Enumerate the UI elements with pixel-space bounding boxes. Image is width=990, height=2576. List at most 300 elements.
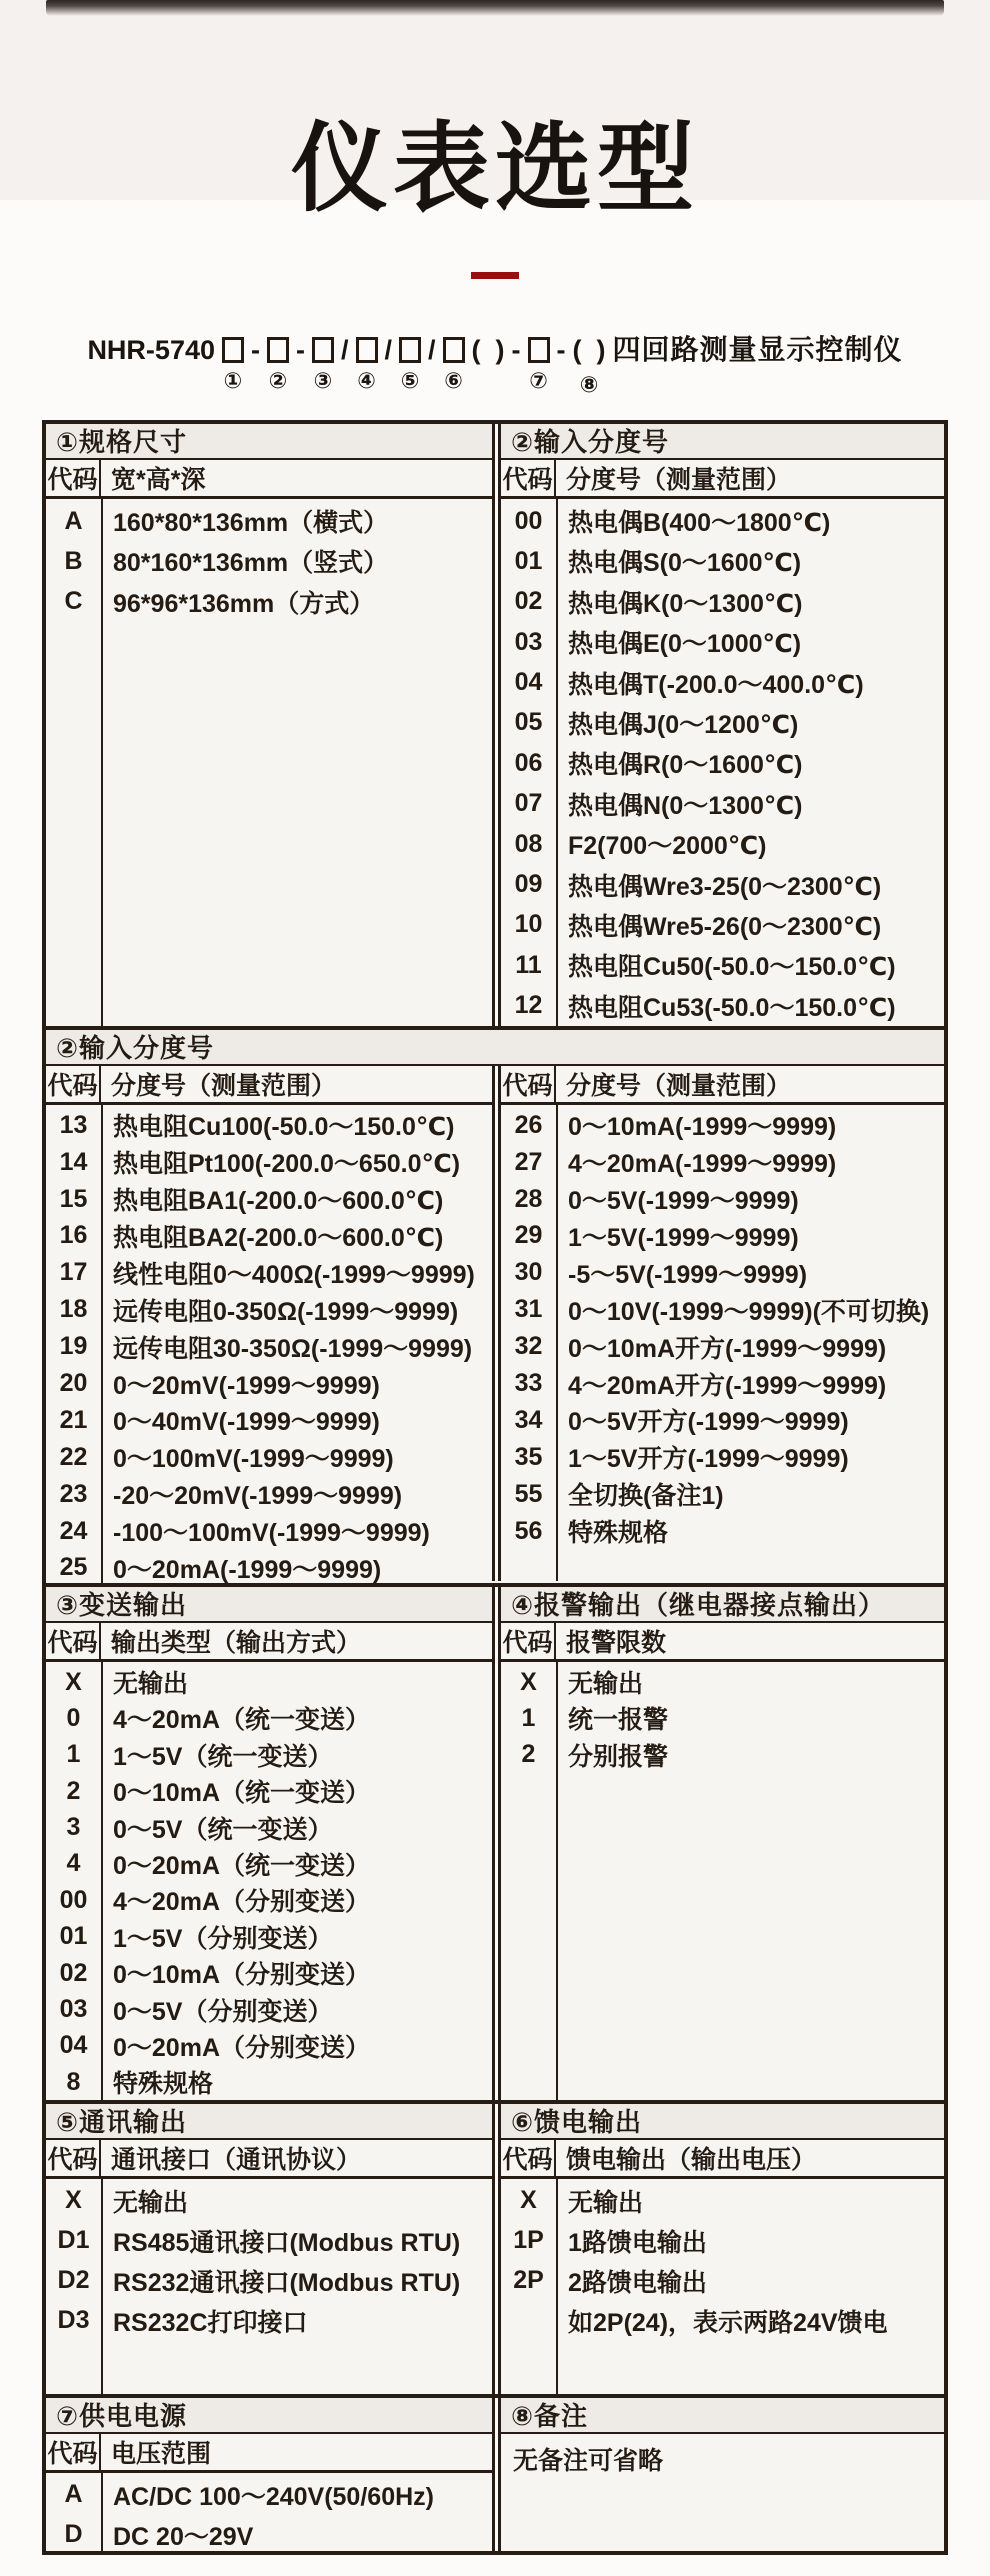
- option-description: 热电偶K(0～1300℃): [568, 589, 803, 618]
- model-code-line: [0, 333, 990, 400]
- placeholder-box-icon: [267, 337, 289, 363]
- table-row: [46, 1107, 492, 1144]
- option-code: 19: [59, 1332, 88, 1361]
- code-column-header: 代码: [46, 1066, 101, 1102]
- option-code: A: [64, 2480, 83, 2509]
- table-row: [46, 1291, 492, 1328]
- option-description: 0～20mA(-1999～9999): [113, 1555, 382, 1584]
- option-code: X: [65, 2186, 82, 2215]
- option-description: RS485通讯接口(Modbus RTU): [113, 2228, 461, 2257]
- model-paren: [472, 333, 505, 400]
- table-row: [501, 1402, 944, 1439]
- option-description: 热电偶R(0～1600℃): [568, 751, 803, 780]
- table-row: [501, 1737, 944, 1773]
- option-code: 33: [514, 1369, 543, 1398]
- table-row: [501, 1664, 944, 1700]
- option-description: 4～20mA（分别变送）: [113, 1888, 370, 1917]
- table-row: [46, 1402, 492, 1439]
- table-row: [46, 1955, 492, 1991]
- table-row: [46, 501, 492, 541]
- option-code: 23: [59, 1479, 88, 1508]
- table-row: [501, 2221, 944, 2261]
- table-row: [46, 1513, 492, 1550]
- table-row: [501, 864, 944, 904]
- section-panel: [498, 2398, 944, 2551]
- table-row: [46, 2301, 492, 2341]
- section-panel: [498, 1587, 944, 2100]
- model-separator: [557, 333, 566, 400]
- option-code: 26: [514, 1110, 543, 1139]
- section-panels: [46, 424, 944, 1026]
- option-code: 01: [514, 546, 543, 575]
- option-code: 27: [514, 1147, 543, 1176]
- table-row: [46, 541, 492, 581]
- option-description: 80*160*136mm（竖式）: [113, 549, 389, 578]
- option-code: 00: [514, 506, 543, 535]
- table-row: [46, 2028, 492, 2064]
- model-symbol: /: [384, 334, 393, 365]
- table-row: [46, 1846, 492, 1882]
- option-description: 0～40mV(-1999～9999): [113, 1408, 380, 1437]
- option-code: 1P: [513, 2226, 544, 2255]
- section-header: ⑧备注: [501, 2398, 944, 2434]
- option-description: 0～20mV(-1999～9999): [113, 1371, 380, 1400]
- option-code: 55: [514, 1479, 543, 1508]
- section-panels: [46, 1587, 944, 2100]
- option-code: 25: [59, 1553, 88, 1582]
- title-divider: [471, 272, 519, 279]
- option-code: 11: [515, 950, 542, 979]
- option-description: 160*80*136mm（横式）: [113, 509, 389, 538]
- code-column-header: 代码: [501, 2140, 556, 2176]
- option-rows: [501, 1105, 944, 1581]
- option-rows: [46, 1105, 492, 1587]
- table-row: [501, 1144, 944, 1181]
- model-placeholder-box: [443, 333, 465, 396]
- option-code: 12: [514, 991, 543, 1020]
- model-placeholder-box: [399, 333, 421, 396]
- model-prefix-label: [87, 333, 215, 400]
- table-row: [46, 1737, 492, 1773]
- option-description: 4～20mA(-1999～9999): [568, 1150, 837, 1179]
- option-description: 特殊规格: [568, 1519, 669, 1548]
- model-index-circle: ③: [313, 367, 333, 393]
- table-section-group: [46, 1583, 944, 2100]
- table-row: [501, 1328, 944, 1365]
- option-code: 32: [514, 1332, 543, 1361]
- table-row: [501, 2301, 944, 2341]
- option-code: 24: [59, 1516, 88, 1545]
- option-code: D3: [57, 2306, 90, 2335]
- option-code: D1: [57, 2226, 90, 2255]
- model-separator: [341, 333, 349, 400]
- code-column-header: 代码: [501, 1623, 556, 1659]
- option-code: 20: [59, 1369, 88, 1398]
- option-code: 02: [514, 587, 543, 616]
- model-symbol: -: [556, 334, 566, 365]
- section-header: ②输入分度号: [501, 424, 944, 460]
- option-description: 热电偶N(0～1300℃): [568, 791, 803, 820]
- value-column-header: 宽*高*深: [111, 465, 206, 494]
- option-description: 热电偶S(0～1600℃): [568, 549, 802, 578]
- code-column-header: 代码: [46, 460, 101, 496]
- selection-table: [42, 420, 948, 2555]
- option-description: 远传电阻30-350Ω(-1999～9999): [113, 1334, 473, 1363]
- option-description: 0～5V开方(-1999～9999): [568, 1408, 849, 1437]
- option-description: 1～5V（分别变送）: [113, 1924, 333, 1953]
- option-code: 03: [514, 627, 543, 656]
- model-symbol: NHR-5740: [87, 334, 215, 365]
- model-symbol: -: [251, 334, 260, 365]
- code-column-header: 代码: [501, 1066, 556, 1102]
- table-row: [501, 2261, 944, 2301]
- table-row: [46, 1664, 492, 1700]
- option-description: 特殊规格: [113, 2070, 214, 2099]
- table-row: [46, 2475, 492, 2515]
- option-code: 09: [514, 870, 543, 899]
- table-row: [46, 1882, 492, 1918]
- option-code: 02: [59, 1958, 88, 1987]
- section-header: ⑤通讯输出: [46, 2104, 492, 2140]
- section-panel: [46, 2398, 495, 2551]
- option-description: AC/DC 100～240V(50/60Hz): [113, 2482, 434, 2511]
- option-rows: [501, 1662, 944, 2100]
- option-description: 热电阻Cu53(-50.0～150.0℃): [568, 993, 896, 1022]
- option-description: 0～20mA（统一变送）: [113, 1851, 370, 1880]
- option-description: 热电阻Cu50(-50.0～150.0℃): [568, 953, 896, 982]
- option-description: 热电阻BA2(-200.0～600.0℃): [113, 1223, 444, 1252]
- table-row: [46, 1218, 492, 1255]
- model-separator: [251, 333, 260, 400]
- option-description: 热电偶J(0～1200℃): [568, 710, 799, 739]
- option-rows: [46, 2473, 492, 2555]
- model-symbol: -: [511, 334, 521, 365]
- section-panels: [46, 2398, 944, 2551]
- table-row: [501, 1218, 944, 1255]
- table-row: [501, 541, 944, 581]
- option-code: 35: [514, 1442, 543, 1471]
- model-placeholder-box: [528, 333, 550, 396]
- option-description: 4～20mA开方(-1999～9999): [568, 1371, 887, 1400]
- remark-note: 无备注可省略: [513, 2446, 664, 2475]
- model-symbol: 四回路测量显示控制仪: [612, 333, 903, 365]
- table-row: [501, 1513, 944, 1550]
- section-panel: [46, 424, 495, 1026]
- model-placeholder-box: [312, 333, 334, 396]
- table-row: [46, 582, 492, 622]
- option-description: 0～10mA(-1999～9999): [568, 1113, 837, 1142]
- model-suffix-label: [613, 333, 903, 400]
- table-row: [501, 1181, 944, 1218]
- table-row: [46, 2515, 492, 2555]
- option-code: 8: [66, 2067, 81, 2096]
- model-paren: [573, 333, 606, 400]
- column-header-row: [501, 1066, 944, 1105]
- option-code: D2: [57, 2266, 90, 2295]
- placeholder-box-icon: [399, 337, 421, 363]
- option-code: 2: [66, 1776, 81, 1805]
- option-code: 18: [59, 1295, 88, 1324]
- option-rows: [501, 499, 944, 1026]
- option-code: 1: [521, 1703, 536, 1732]
- option-code: 07: [514, 789, 543, 818]
- table-row: [501, 2181, 944, 2221]
- option-description: RS232通讯接口(Modbus RTU): [113, 2268, 461, 2297]
- option-code: 10: [514, 910, 543, 939]
- table-row: [46, 1809, 492, 1845]
- option-code: 29: [514, 1221, 543, 1250]
- option-description: 热电偶Wre3-25(0～2300℃): [568, 872, 882, 901]
- table-row: [501, 1476, 944, 1513]
- option-code: 22: [59, 1442, 88, 1471]
- option-code: 21: [59, 1405, 88, 1434]
- option-code: 04: [514, 668, 543, 697]
- option-code: 2P: [513, 2266, 544, 2295]
- option-code: 3: [66, 1813, 81, 1842]
- table-row: [46, 1919, 492, 1955]
- option-description: F2(700～2000℃): [568, 832, 767, 861]
- model-index-circle: ①: [223, 367, 243, 393]
- column-header-row: [46, 2434, 492, 2473]
- code-column-header: 代码: [501, 460, 556, 496]
- value-column-header: 分度号（测量范围）: [566, 1071, 792, 1100]
- table-row: [46, 2181, 492, 2221]
- option-description: 4～20mA（统一变送）: [113, 1706, 370, 1735]
- model-symbol: /: [341, 334, 349, 365]
- placeholder-box-icon: [222, 337, 244, 363]
- model-index-circle: ⑧: [579, 371, 599, 397]
- column-header-row: [46, 2140, 492, 2179]
- table-row: [501, 662, 944, 702]
- option-description: 如2P(24)，表示两路24V馈电: [568, 2308, 888, 2337]
- option-code: 16: [59, 1221, 88, 1250]
- section-panel: [498, 1066, 944, 1581]
- table-row: [501, 824, 944, 864]
- placeholder-box-icon: [528, 337, 550, 363]
- option-description: 96*96*136mm（方式）: [113, 589, 375, 618]
- option-description: 0～5V（分别变送）: [113, 1997, 333, 2026]
- option-description: 0～5V(-1999～9999): [568, 1187, 799, 1216]
- option-description: 无输出: [113, 2188, 189, 2217]
- value-column-header: 电压范围: [111, 2439, 212, 2468]
- option-rows: [46, 499, 492, 1026]
- table-row: [46, 1773, 492, 1809]
- option-description: 远传电阻0-350Ω(-1999～9999): [113, 1297, 459, 1326]
- model-separator: [512, 333, 521, 400]
- model-placeholder-box: [356, 333, 378, 396]
- table-row: [501, 784, 944, 824]
- model-index-circle: ④: [357, 367, 376, 393]
- model-index-circle: ⑦: [529, 367, 548, 393]
- table-row: [46, 1700, 492, 1736]
- option-description: 0～100mV(-1999～9999): [113, 1445, 394, 1474]
- option-description: 0～10mA（统一变送）: [113, 1779, 370, 1808]
- option-code: 56: [514, 1516, 543, 1545]
- model-index-circle: ⑥: [444, 367, 463, 393]
- option-rows: [501, 2179, 944, 2394]
- model-separator: [296, 333, 305, 400]
- option-description: 1路馈电输出: [568, 2228, 707, 2257]
- table-row: [46, 2221, 492, 2261]
- section-header: ⑦供电电源: [46, 2398, 492, 2434]
- column-header-row: [501, 2140, 944, 2179]
- table-row: [46, 1439, 492, 1476]
- table-row: [501, 1700, 944, 1736]
- table-row: [501, 986, 944, 1026]
- value-column-header: 馈电输出（输出电压）: [566, 2145, 817, 2174]
- column-header-row: [46, 1066, 492, 1105]
- option-description: 1～5V开方(-1999～9999): [568, 1445, 849, 1474]
- table-section-group: [46, 2394, 944, 2551]
- option-description: 热电偶T(-200.0～400.0℃): [568, 670, 864, 699]
- option-description: 热电偶B(400～1800℃): [568, 509, 831, 538]
- top-accent-bar: [46, 0, 944, 16]
- model-placeholder-box: [222, 333, 244, 396]
- option-description: 热电阻Pt100(-200.0～650.0℃): [113, 1150, 461, 1179]
- table-row: [501, 743, 944, 783]
- option-code: 1: [66, 1740, 81, 1769]
- option-description: 全切换(备注1): [568, 1482, 724, 1511]
- column-header-row: [46, 460, 492, 499]
- section-panel: [46, 2104, 495, 2394]
- table-row: [501, 905, 944, 945]
- option-description: 统一报警: [568, 1706, 669, 1735]
- code-column-header: 代码: [46, 2434, 101, 2470]
- option-code: 17: [59, 1258, 88, 1287]
- option-code: 05: [514, 708, 543, 737]
- option-code: 30: [514, 1258, 543, 1287]
- model-symbol: -: [296, 334, 305, 365]
- option-code: 14: [59, 1147, 88, 1176]
- code-column-header: 代码: [46, 1623, 101, 1659]
- section-panel: [46, 1587, 495, 2100]
- table-row: [501, 501, 944, 541]
- option-rows: [46, 2179, 492, 2394]
- table-row: [46, 2261, 492, 2301]
- page-title: 仪表选型: [291, 114, 699, 223]
- option-code: 08: [514, 829, 543, 858]
- value-column-header: 报警限数: [566, 1628, 667, 1657]
- option-code: 2: [521, 1740, 536, 1769]
- model-placeholder-box: [267, 333, 289, 396]
- option-code: D: [64, 2520, 83, 2549]
- section-header: ③变送输出: [46, 1587, 492, 1623]
- table-row: [46, 1991, 492, 2027]
- value-column-header: 输出类型（输出方式）: [111, 1628, 362, 1657]
- table-row: [501, 703, 944, 743]
- table-row: [46, 2064, 492, 2100]
- table-row: [501, 582, 944, 622]
- option-description: 线性电阻0～400Ω(-1999～9999): [113, 1260, 475, 1289]
- table-section-group: [46, 424, 944, 1026]
- option-code: 34: [514, 1405, 543, 1434]
- option-description: 1～5V（统一变送）: [113, 1742, 333, 1771]
- model-separator: [428, 333, 436, 400]
- code-column-header: 代码: [46, 2140, 101, 2176]
- table-row: [501, 1254, 944, 1291]
- option-code: 15: [59, 1184, 88, 1213]
- model-index-circle: ②: [268, 367, 288, 393]
- option-code: 01: [59, 1922, 88, 1951]
- option-code: 28: [514, 1184, 543, 1213]
- option-description: 2路馈电输出: [568, 2268, 707, 2297]
- option-code: 0: [66, 1703, 81, 1732]
- option-description: 无输出: [568, 1670, 644, 1699]
- table-row: [501, 945, 944, 985]
- column-header-row: [501, 460, 944, 499]
- option-description: DC 20～29V: [113, 2522, 254, 2551]
- option-code: 4: [66, 1849, 81, 1878]
- table-row: [501, 622, 944, 662]
- table-row: [46, 1550, 492, 1587]
- table-row: [501, 1291, 944, 1328]
- model-symbol: ( ): [471, 334, 505, 365]
- option-description: 0～10V(-1999～9999)(不可切换): [568, 1297, 930, 1326]
- option-description: 0～20mA（分别变送）: [113, 2033, 370, 2062]
- option-description: 热电偶E(0～1000℃): [568, 630, 802, 659]
- panel-filler: [501, 2477, 944, 2551]
- option-code: 04: [59, 2031, 88, 2060]
- model-index-circle: ⑤: [400, 367, 420, 393]
- option-description: -5～5V(-1999～9999): [568, 1260, 808, 1289]
- option-description: -100～100mV(-1999～9999): [113, 1519, 430, 1548]
- section-header: ①规格尺寸: [46, 424, 492, 460]
- option-code: 13: [59, 1110, 88, 1139]
- value-column-header: 通讯接口（通讯协议）: [111, 2145, 362, 2174]
- option-code: X: [520, 2186, 537, 2215]
- option-description: 1～5V(-1999～9999): [568, 1223, 799, 1252]
- option-description: 热电阻BA1(-200.0～600.0℃): [113, 1187, 444, 1216]
- option-code: X: [520, 1667, 537, 1696]
- model-symbol: /: [428, 334, 436, 365]
- option-description: 无输出: [568, 2188, 644, 2217]
- section-header: ②输入分度号: [46, 1030, 944, 1066]
- option-code: 06: [514, 748, 543, 777]
- model-separator: [385, 333, 393, 400]
- section-header: ⑥馈电输出: [501, 2104, 944, 2140]
- table-row: [46, 1365, 492, 1402]
- table-row: [46, 1144, 492, 1181]
- column-header-row: [501, 1623, 944, 1662]
- option-description: 无输出: [113, 1670, 189, 1699]
- table-row: [46, 1476, 492, 1513]
- value-column-header: 分度号（测量范围）: [111, 1071, 337, 1100]
- table-row: [46, 1181, 492, 1218]
- option-code: 31: [514, 1295, 543, 1324]
- option-description: -20～20mV(-1999～9999): [113, 1482, 403, 1511]
- value-column-header: 分度号（测量范围）: [566, 465, 792, 494]
- table-row: [501, 1365, 944, 1402]
- table-section-group: [46, 2100, 944, 2394]
- table-row: [501, 1107, 944, 1144]
- model-symbol: ( ): [572, 334, 606, 365]
- option-description: 0～10mA（分别变送）: [113, 1961, 370, 1990]
- table-section-group: [46, 1026, 944, 1583]
- option-description: 热电阻Cu100(-50.0～150.0℃): [113, 1113, 455, 1142]
- placeholder-box-icon: [356, 337, 378, 363]
- section-panel: [498, 424, 944, 1026]
- option-description: 分别报警: [568, 1742, 669, 1771]
- option-rows: [46, 1662, 492, 2101]
- table-row: [46, 1254, 492, 1291]
- section-panel: [46, 1066, 495, 1584]
- option-code: 03: [59, 1995, 88, 2024]
- placeholder-box-icon: [443, 337, 465, 363]
- option-description: RS232C打印接口: [113, 2308, 308, 2337]
- table-row: [501, 1439, 944, 1476]
- table-row: [46, 1328, 492, 1365]
- section-header: ④报警输出（继电器接点输出）: [501, 1587, 944, 1623]
